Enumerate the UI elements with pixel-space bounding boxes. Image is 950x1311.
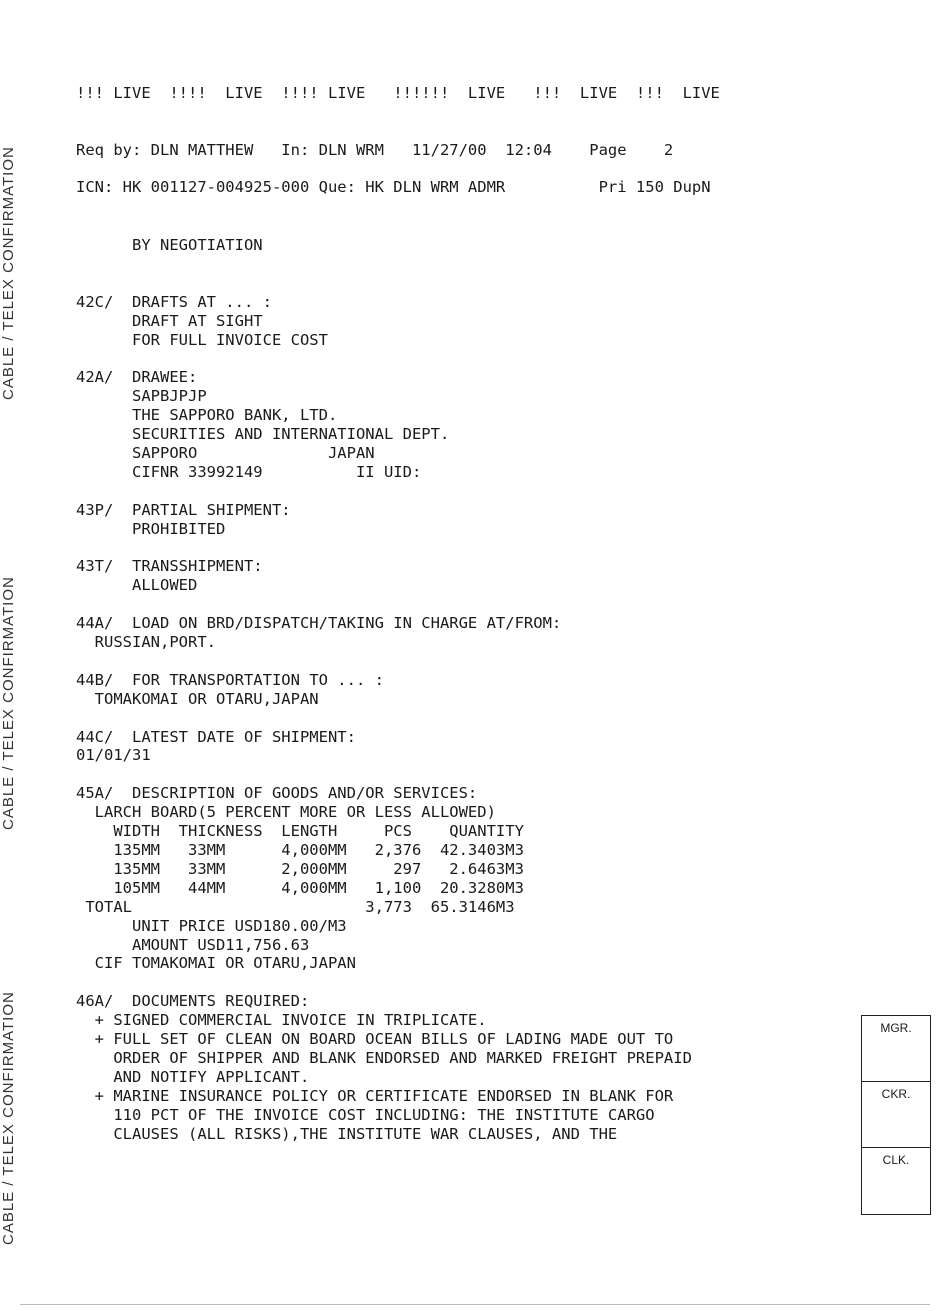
- body-line: SAPBJPJP: [76, 387, 207, 406]
- body-line: 135MM 33MM 2,000MM 297 2.6463M3: [76, 859, 524, 878]
- body-line: 135MM 33MM 4,000MM 2,376 42.3403M3: [76, 841, 524, 859]
- body-line: UNIT PRICE USD180.00/M3: [76, 916, 347, 935]
- body-line: [76, 274, 692, 293]
- body-line: [76, 255, 692, 274]
- side-label-middle: CABLE / TELEX CONFIRMATION: [0, 576, 17, 830]
- body-line: 01/01/31: [76, 746, 151, 765]
- body-line: [76, 349, 692, 368]
- body-line: RUSSIAN,PORT.: [76, 633, 216, 652]
- body-line: [76, 595, 692, 614]
- body-line: TOTAL 3,773 65.3146M3: [76, 897, 515, 916]
- body-line: 43T/ TRANSSHIPMENT:: [76, 557, 263, 576]
- body-line: LARCH BOARD(5 PERCENT MORE OR LESS ALLOWED): [76, 803, 496, 822]
- body-line: + MARINE INSURANCE POLICY OR CERTIFICATE ENDORSED IN BLANK FOR: [76, 1086, 674, 1105]
- page-bottom-edge: [20, 1304, 930, 1305]
- body-line: AMOUNT USD11,756.63: [76, 935, 310, 954]
- body-line: 43P/ PARTIAL SHIPMENT:: [76, 500, 291, 519]
- ckr-cell: CKR.: [862, 1082, 930, 1148]
- body-line: + FULL SET OF CLEAN ON BOARD OCEAN BILLS OF LADING MADE OUT TO: [76, 1030, 674, 1049]
- body-line: WIDTH THICKNESS LENGTH PCS QUANTITY: [76, 822, 524, 841]
- telex-body: [76, 236, 692, 1144]
- body-line: [76, 765, 692, 784]
- body-line: 42C/ DRAFTS AT ... :: [76, 292, 272, 311]
- body-line: 44A/ LOAD ON BRD/DISPATCH/TAKING IN CHARGE AT/FROM:: [76, 614, 562, 633]
- body-line: THE SAPPORO BANK, LTD.: [76, 406, 338, 425]
- side-label-top: CABLE / TELEX CONFIRMATION: [0, 146, 17, 400]
- body-line: PROHIBITED: [76, 519, 226, 538]
- body-line: ORDER OF SHIPPER AND BLANK ENDORSED AND MARKED FREIGHT PREPAID: [76, 1048, 692, 1067]
- body-line: [76, 482, 692, 501]
- body-line: CIFNR 33992149 II UID:: [76, 462, 422, 481]
- header-icn-line: ICN: HK 001127-004925-000 Que: HK DLN WRM ADMR Pri 150 DupN: [76, 178, 711, 196]
- live-banner: !!! LIVE !!!! LIVE !!!! LIVE !!!!!! LIVE !!! LIVE !!! LIVE: [76, 84, 720, 102]
- body-line: [76, 973, 692, 992]
- body-line: 42A/ DRAWEE:: [76, 368, 198, 387]
- header-request-line: Req by: DLN MATTHEW In: DLN WRM 11/27/00 12:04 Page 2: [76, 141, 674, 159]
- body-line: DRAFT AT SIGHT: [76, 311, 263, 330]
- body-line: 105MM 44MM 4,000MM 1,100 20.3280M3: [76, 878, 524, 897]
- body-line: [76, 709, 692, 728]
- approval-stamp-box: [861, 1015, 931, 1215]
- body-line: SECURITIES AND INTERNATIONAL DEPT.: [76, 425, 450, 444]
- body-line: CIF TOMAKOMAI OR OTARU,JAPAN: [76, 954, 356, 973]
- body-line: TOMAKOMAI OR OTARU,JAPAN: [76, 689, 319, 708]
- body-line: 110 PCT OF THE INVOICE COST INCLUDING: THE INSTITUTE CARGO: [76, 1105, 655, 1124]
- body-line: 46A/ DOCUMENTS REQUIRED:: [76, 992, 310, 1011]
- body-line: AND NOTIFY APPLICANT.: [76, 1067, 310, 1086]
- body-line: 44B/ FOR TRANSPORTATION TO ... :: [76, 670, 384, 689]
- body-line: + SIGNED COMMERCIAL INVOICE IN TRIPLICATE.: [76, 1011, 487, 1030]
- body-line: [76, 539, 692, 558]
- side-label-bottom: CABLE / TELEX CONFIRMATION: [0, 991, 17, 1245]
- clk-cell: CLK.: [882, 1153, 910, 1167]
- body-line: FOR FULL INVOICE COST: [76, 330, 328, 349]
- body-line: CLAUSES (ALL RISKS),THE INSTITUTE WAR CLAUSES, AND THE: [76, 1124, 618, 1143]
- body-line: SAPPORO JAPAN: [76, 443, 375, 462]
- body-line: [76, 652, 692, 671]
- body-line: 44C/ LATEST DATE OF SHIPMENT:: [76, 727, 356, 746]
- body-line: BY NEGOTIATION: [76, 236, 263, 254]
- body-line: 45A/ DESCRIPTION OF GOODS AND/OR SERVICES:: [76, 784, 478, 803]
- body-line: ALLOWED: [76, 576, 198, 595]
- mgr-cell: MGR.: [862, 1016, 930, 1082]
